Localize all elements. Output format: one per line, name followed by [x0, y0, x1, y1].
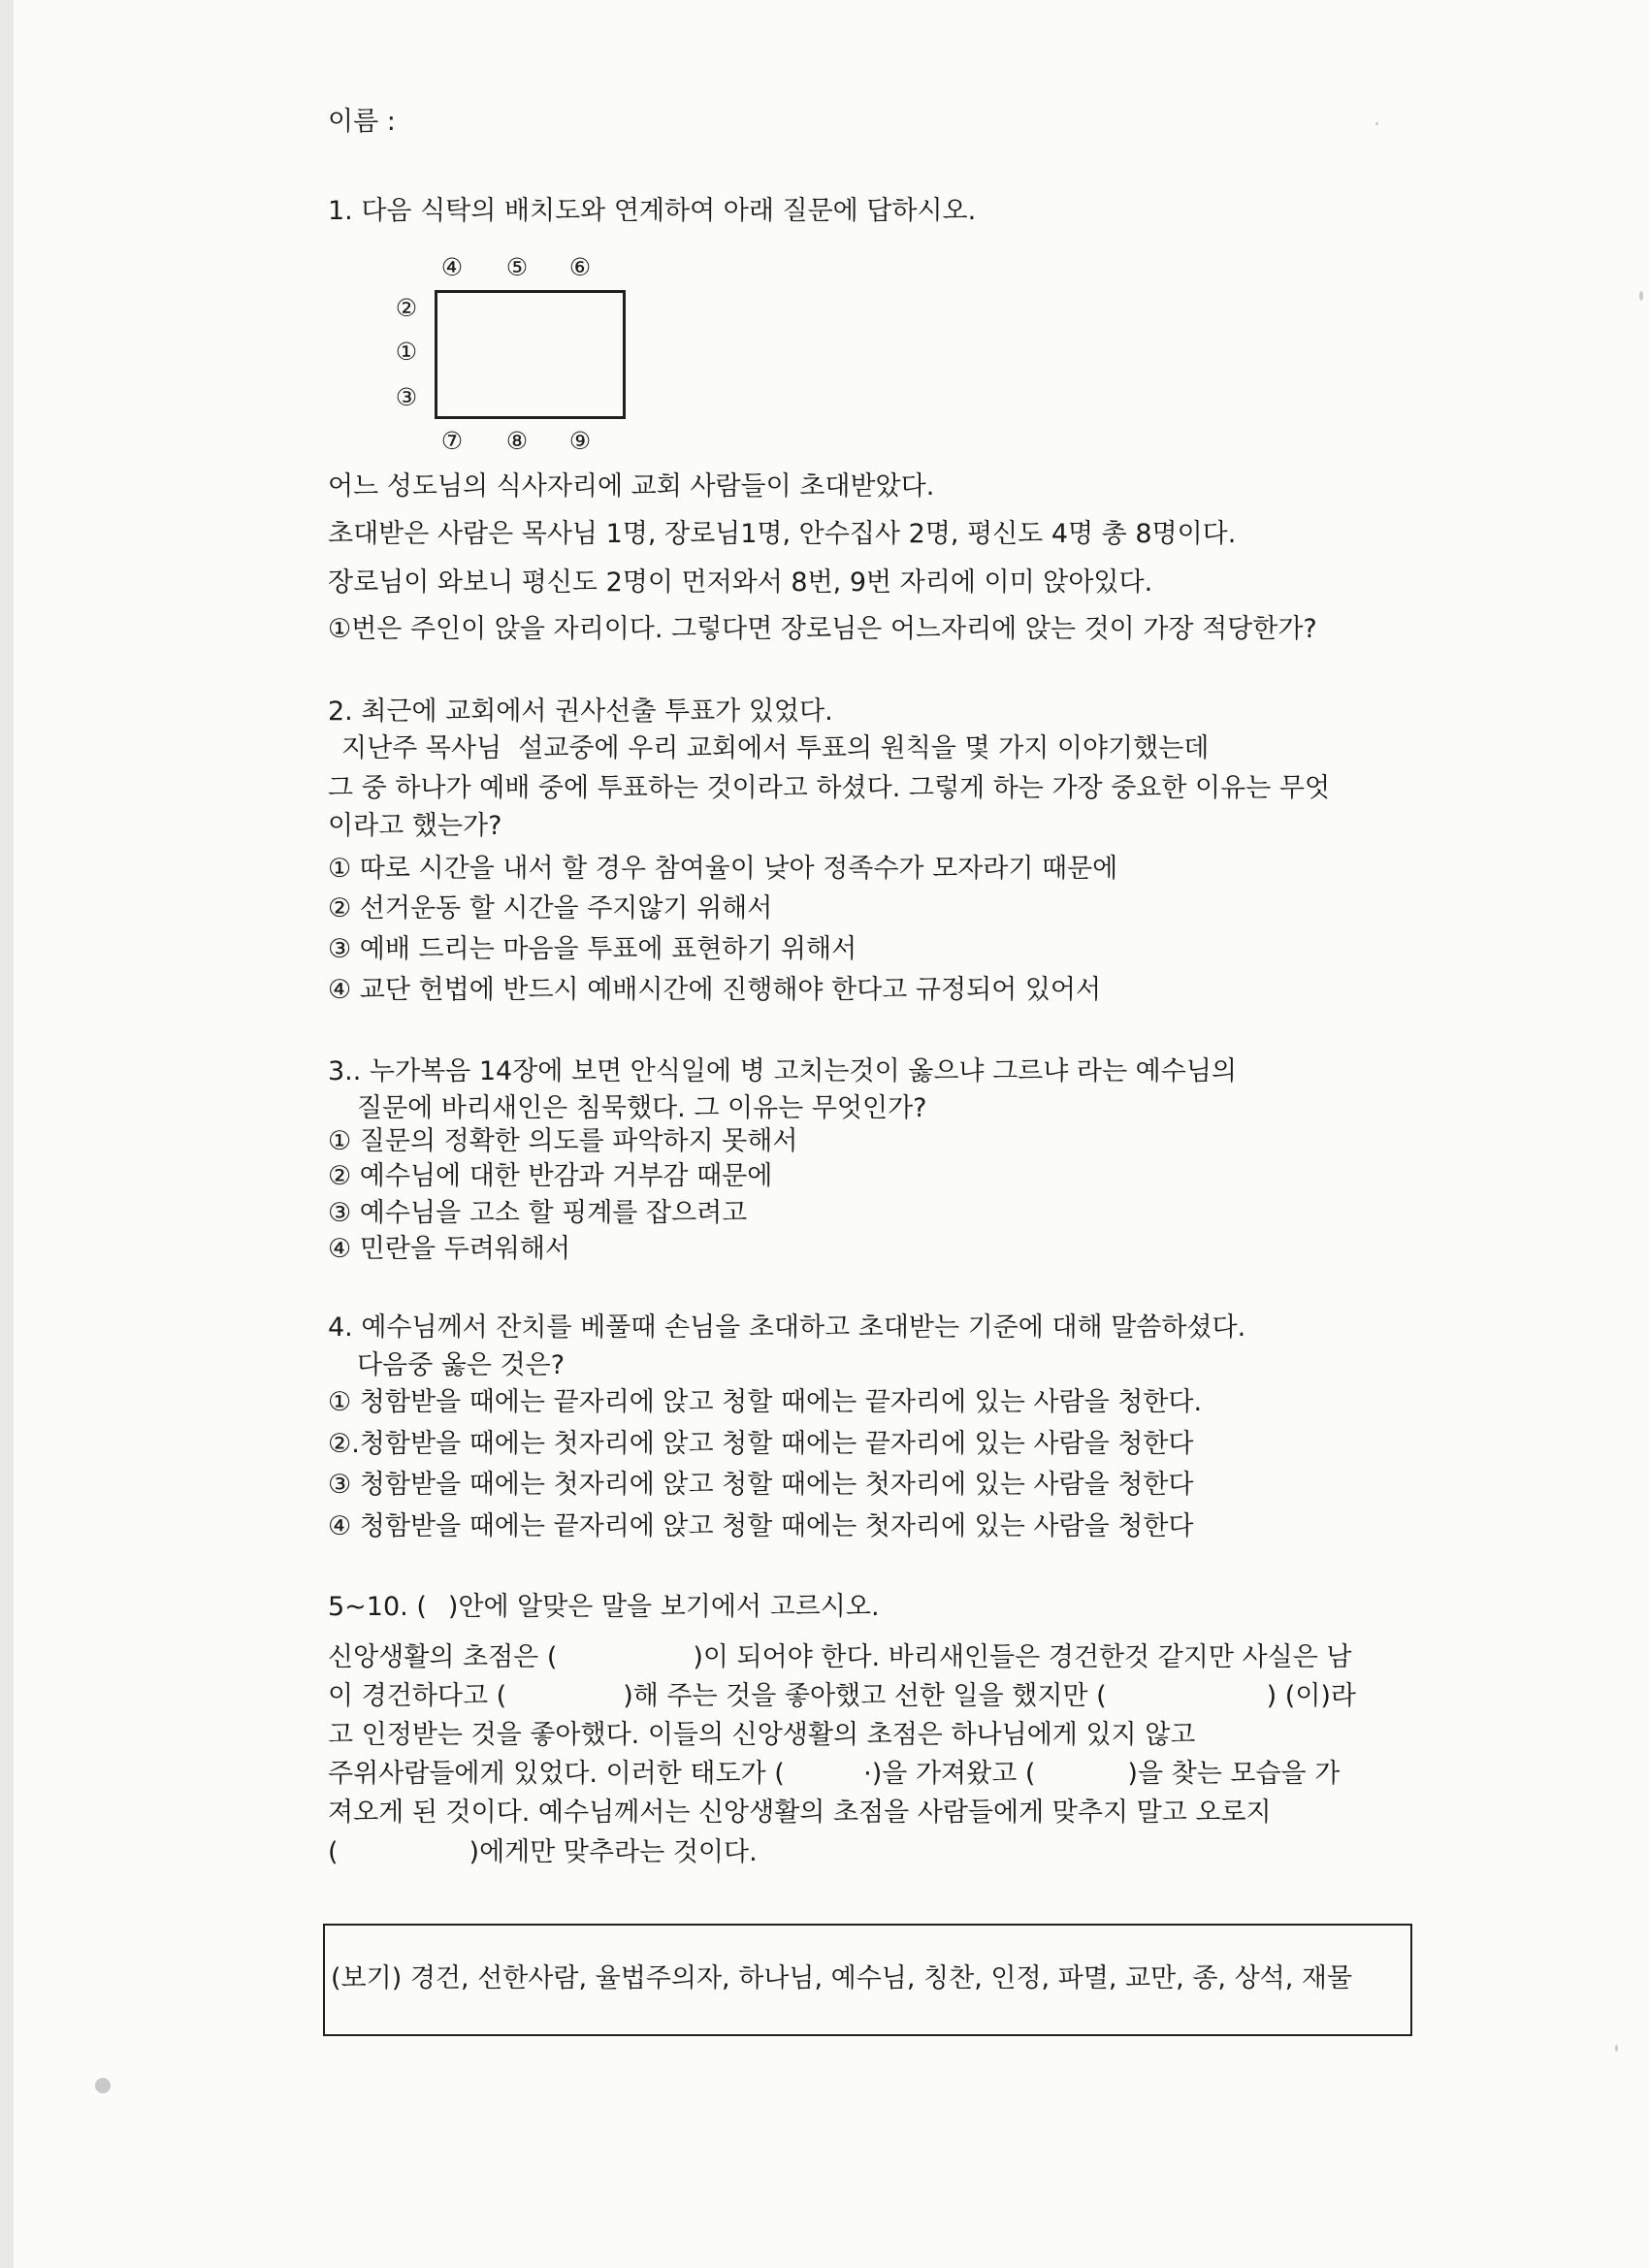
q3-line: 질문에 바리새인은 침묵했다. 그 이유는 무엇인가?: [357, 1093, 927, 1123]
seat-6-label: ⑥: [568, 253, 592, 281]
q2-option: ① 따로 시간을 내서 할 경우 참여율이 낮아 정족수가 모자라기 때문에: [328, 854, 1118, 884]
q2-line: 지난주 목사님 설교중에 우리 교회에서 투표의 원칙을 몇 가지 이야기했는데: [341, 733, 1210, 763]
q4-option: ④ 청함받을 때에는 끝자리에 앉고 청할 때에는 첫자리에 있는 사람을 청한다: [328, 1511, 1194, 1541]
q5-line: 고 인정받는 것을 좋아했다. 이들의 신앙생활의 초점은 하나님에게 있지 않고: [328, 1720, 1196, 1750]
seat-8-label: ⑧: [505, 427, 529, 455]
seat-2-label: ②: [395, 294, 418, 322]
q2-option: ② 선거운동 할 시간을 주지않기 위해서: [328, 893, 773, 923]
scan-speck: [1375, 122, 1378, 125]
word-bank-text: (보기) 경건, 선한사람, 율법주의자, 하나님, 예수님, 칭찬, 인정, 파멸, 교만, 종, 상석, 재물: [331, 1963, 1353, 1993]
q5-line: 주위사람들에게 있었다. 이러한 태도가 ( ·)을 가져왔고 ( )을 찾는 모습을 가: [328, 1759, 1341, 1789]
q4-option: ②.청함받을 때에는 첫자리에 앉고 청할 때에는 끝자리에 있는 사람을 청한다: [328, 1429, 1194, 1459]
q5-line: 이 경건하다고 ( )해 주는 것을 좋아했고 선한 일을 했지만 ( ) (이)라: [328, 1681, 1357, 1711]
seat-7-label: ⑦: [440, 427, 464, 455]
q2-line: 그 중 하나가 예배 중에 투표하는 것이라고 하셨다. 그렇게 하는 가장 중요한 이유는 무엇: [328, 773, 1331, 803]
q5-line: 져오게 된 것이다. 예수님께서는 신앙생활의 초점을 사람들에게 맞추지 말고 오로지: [328, 1798, 1272, 1828]
q1-prompt: 1. 다음 식탁의 배치도와 연계하여 아래 질문에 답하시오.: [328, 196, 977, 226]
q5-line: 신앙생활의 초점은 ( )이 되어야 한다. 바리새인들은 경건한것 같지만 사실은 남: [328, 1642, 1352, 1672]
q2-line: 이라고 했는가?: [328, 811, 502, 841]
q5-heading: 5~10. ( )안에 알맞은 말을 보기에서 고르시오.: [328, 1592, 880, 1622]
dining-table: [435, 290, 626, 419]
seat-1-label: ①: [395, 338, 418, 366]
q3-line: 3.. 누가복음 14장에 보면 안식일에 병 고치는것이 옳으냐 그르냐 라는 예수님의: [328, 1056, 1237, 1086]
scan-speck: [95, 2078, 111, 2093]
q2-option: ④ 교단 헌법에 반드시 예배시간에 진행해야 한다고 규정되어 있어서: [328, 975, 1102, 1005]
answer-blank: ·: [863, 1759, 872, 1789]
q1-line: 어느 성도님의 식사자리에 교회 사람들이 초대받았다.: [328, 471, 935, 502]
q4-option: ③ 청함받을 때에는 첫자리에 앉고 청할 때에는 첫자리에 있는 사람을 청한다: [328, 1470, 1194, 1500]
q3-option: ③ 예수님을 고소 할 핑계를 잡으려고: [328, 1198, 748, 1228]
name-label: 이름 :: [328, 107, 396, 137]
q4-line: 4. 예수님께서 잔치를 베풀때 손님을 초대하고 초대받는 기준에 대해 말씀하셨다.: [328, 1312, 1246, 1343]
q4-option: ① 청함받을 때에는 끝자리에 앉고 청할 때에는 끝자리에 있는 사람을 청한다.: [328, 1387, 1203, 1417]
seat-5-label: ⑤: [505, 253, 529, 281]
word-bank-box: [323, 1924, 1412, 2036]
scan-left-edge: [0, 0, 14, 2268]
q3-option: ④ 민란을 두려워해서: [328, 1234, 571, 1264]
q3-option: ② 예수님에 대한 반감과 거부감 때문에: [328, 1161, 773, 1191]
seat-4-label: ④: [440, 253, 464, 281]
seat-3-label: ③: [395, 383, 418, 411]
q4-line: 다음중 옳은 것은?: [357, 1350, 566, 1380]
q2-line: 2. 최근에 교회에서 권사선출 투표가 있었다.: [328, 697, 833, 727]
q2-option: ③ 예배 드리는 마음을 투표에 표현하기 위해서: [328, 934, 857, 964]
scan-speck: [1615, 2045, 1618, 2052]
q1-line: 장로님이 와보니 평신도 2명이 먼저와서 8번, 9번 자리에 이미 앉아있다.: [328, 567, 1153, 598]
q1-line: 초대받은 사람은 목사님 1명, 장로님1명, 안수집사 2명, 평신도 4명 총 8명이다.: [328, 519, 1237, 549]
q5-line: ( )에게만 맞추라는 것이다.: [328, 1837, 758, 1867]
q3-option: ① 질문의 정확한 의도를 파악하지 못해서: [328, 1126, 798, 1156]
seat-9-label: ⑨: [568, 427, 592, 455]
q1-line: ①번은 주인이 앉을 자리이다. 그렇다면 장로님은 어느자리에 앉는 것이 가장 적당한가?: [328, 614, 1317, 644]
scan-speck: [1639, 291, 1643, 301]
